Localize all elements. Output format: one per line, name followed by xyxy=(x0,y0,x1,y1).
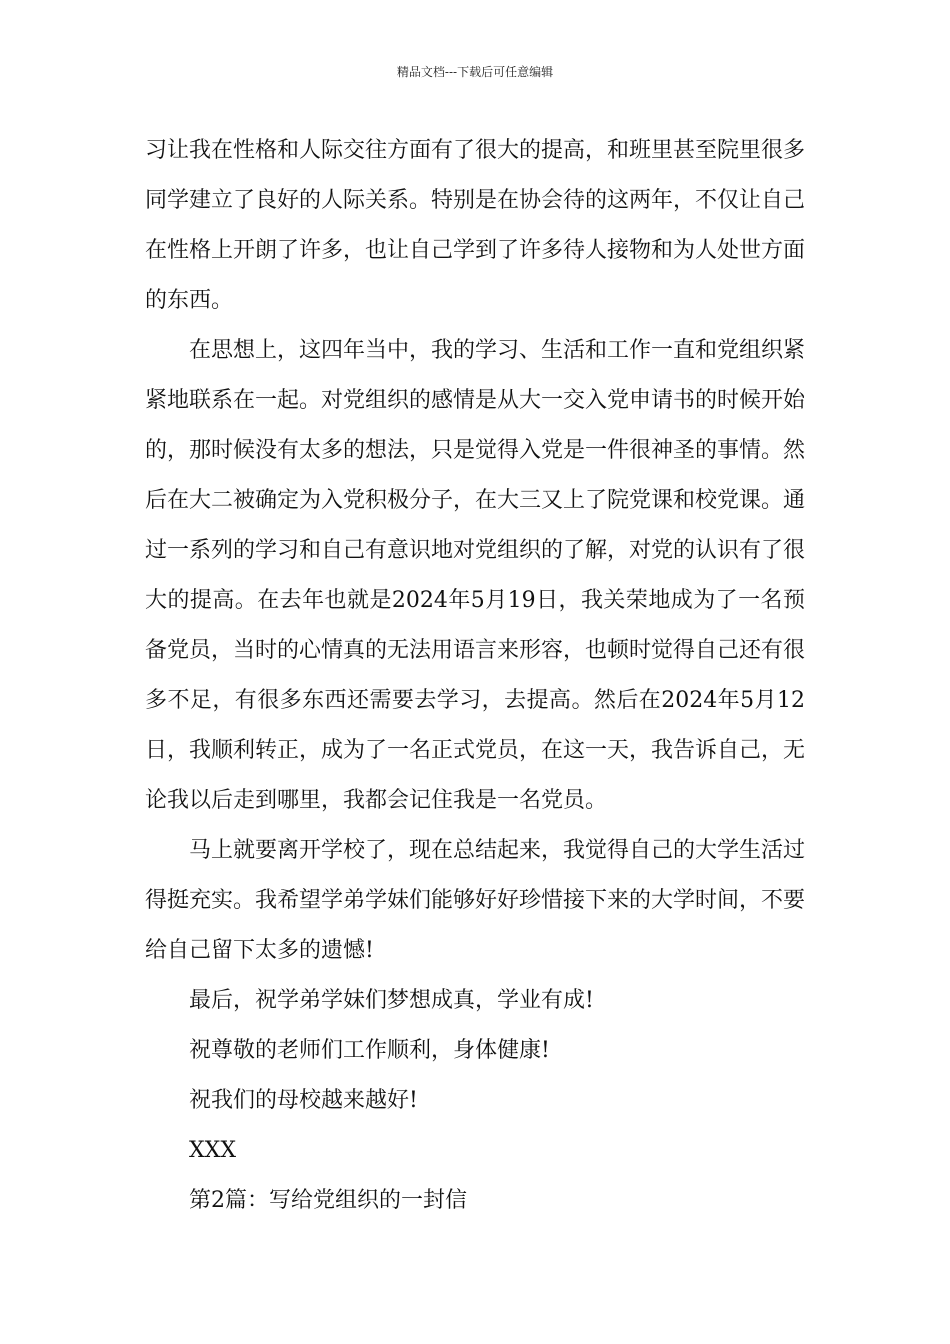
closing-wish-teachers: 祝尊敬的老师们工作顺利，身体健康! xyxy=(189,1038,550,1063)
document-body xyxy=(145,126,805,1226)
paragraph-leaving-school: 马上就要离开学校了，现在总结起来，我觉得自己的大学生活过得挺充实。我希望学弟学妹们能够好好珍惜接下来的大学时间，不要给自己留下太多的遗憾! xyxy=(145,838,806,963)
closing-wish-students: 最后，祝学弟学妹们梦想成真，学业有成! xyxy=(189,988,594,1013)
paragraph-ideology: 在思想上，这四年当中，我的学习、生活和工作一直和党组织紧紧地联系在一起。对党组织的感情是从大一交入党申请书的时候开始的，那时候没有太多的想法，只是觉得入党是一件很神圣的事情。然后在大二被确定为入党积极分子，在大三又上了院党课和校党课。通过一系列的学习和自己有意识地对党组织的了解，对党的认识有了很大的提高。在去年也就是2024年5月19日，我关荣地成为了一名预备党员，当时的心情真的无法用语言来形容，也顿时觉得自己还有很多不足，有很多东西还需要去学习，去提高。然后在2024年5月12日，我顺利转正，成为了一名正式党员，在这一天，我告诉自己，无论我以后走到哪里，我都会记住我是一名党员。 xyxy=(145,338,806,813)
page-header: 精品文档---下载后可任意编辑 xyxy=(396,65,554,79)
closing-wish-school: 祝我们的母校越来越好! xyxy=(189,1088,418,1113)
next-article-title: 第2篇：写给党组织的一封信 xyxy=(189,1188,467,1213)
signature: XXX xyxy=(189,1138,236,1163)
paragraph-continuation: 习让我在性格和人际交往方面有了很大的提高，和班里甚至院里很多同学建立了良好的人际关系。特别是在协会待的这两年，不仅让自己在性格上开朗了许多，也让自己学到了许多待人接物和为人处世方面的东西。 xyxy=(145,138,806,313)
